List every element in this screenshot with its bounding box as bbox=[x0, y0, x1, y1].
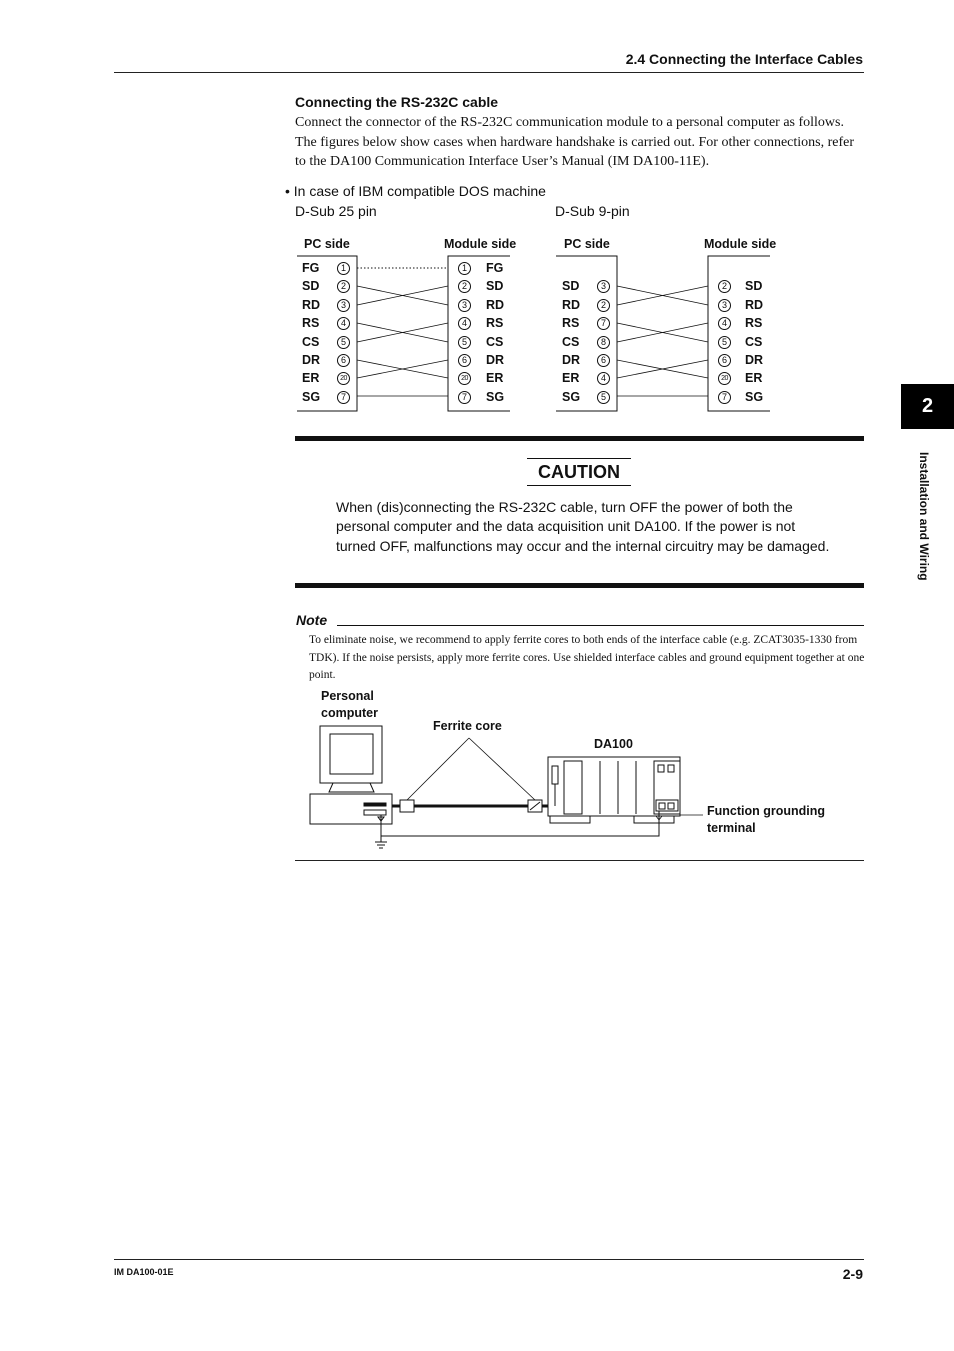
dsub9-pc-pin-number: 2 bbox=[597, 299, 610, 312]
section-body: Connect the connector of the RS-232C communication module to a personal computer as follows. The figures below show cases when hardware handshake is carried out. For other connections, refer to the DA100 Communication Interface User’s Manual (IM DA100-11E). bbox=[295, 115, 855, 169]
dsub9-pc-pin-label: DR bbox=[562, 353, 581, 367]
dsub9-module-pin-number: 7 bbox=[718, 391, 731, 404]
dsub25-pc-pin-number: 6 bbox=[337, 354, 350, 367]
dsub9-module-pin-label: ER bbox=[745, 371, 763, 385]
dsub25-module-pin-number: 2 bbox=[458, 280, 471, 293]
dsub25-pc-pin-number: 3 bbox=[337, 299, 350, 312]
label-ferrite-core: Ferrite core bbox=[433, 719, 502, 733]
dsub9-pc-pin-label: CS bbox=[562, 335, 580, 349]
dsub25-pc-pin-number: 1 bbox=[337, 262, 350, 275]
dsub25-module-pin-label: SD bbox=[486, 279, 504, 293]
dsub9-module-pin-number: 6 bbox=[718, 354, 731, 367]
bullet-ibm: • In case of IBM compatible DOS machine bbox=[285, 183, 546, 199]
dsub9-pc-pin-label: RS bbox=[562, 316, 580, 330]
note-title: Note bbox=[296, 612, 328, 628]
dsub9-module-side-heading: Module side bbox=[704, 237, 777, 251]
dsub9-pc-pin-number: 7 bbox=[597, 317, 610, 330]
monitor-icon bbox=[320, 726, 382, 792]
dsub9-pc-pin-number: 8 bbox=[597, 336, 610, 349]
dsub25-pc-pin-label: RS bbox=[302, 316, 320, 330]
dsub25-module-pin-number: 7 bbox=[458, 391, 471, 404]
label-da100: DA100 bbox=[594, 737, 633, 751]
label-personal-computer: Personal computer bbox=[321, 689, 378, 720]
dsub9-module-pin-number: 4 bbox=[718, 317, 731, 330]
dsub9-title: D-Sub 9-pin bbox=[555, 203, 630, 219]
label-function-grounding-terminal: Function grounding terminal bbox=[707, 804, 826, 835]
dsub25-pc-pin-label: CS bbox=[302, 335, 320, 349]
dsub25-pc-pin-label: RD bbox=[302, 298, 321, 312]
dsub25-module-pin-label: ER bbox=[486, 371, 504, 385]
dsub9-pc-pin-label: RD bbox=[562, 298, 581, 312]
dsub25-pc-pin-number: 5 bbox=[337, 336, 350, 349]
dsub9-module-pin-label: RS bbox=[745, 316, 763, 330]
chapter-title-vertical: Installation and Wiring bbox=[917, 452, 931, 581]
dsub25-module-pin-number: 20 bbox=[458, 372, 471, 385]
dsub9-module-pin-number: 5 bbox=[718, 336, 731, 349]
dsub25-module-pin-number: 5 bbox=[458, 336, 471, 349]
section-heading: Connecting the RS-232C cable bbox=[295, 94, 499, 110]
dsub9-module-pin-number: 2 bbox=[718, 280, 731, 293]
dsub9-pc-pin-label: ER bbox=[562, 371, 580, 385]
da100-unit-icon bbox=[548, 757, 680, 823]
chapter-tab: 2 bbox=[901, 384, 954, 429]
dsub25-module-pin-label: RS bbox=[486, 316, 504, 330]
dsub25-pc-pin-label: ER bbox=[302, 371, 320, 385]
running-header: 2.4 Connecting the Interface Cables bbox=[625, 51, 863, 67]
dsub9-pc-pin-number: 3 bbox=[597, 280, 610, 293]
dsub25-title: D-Sub 25 pin bbox=[295, 203, 377, 219]
dsub9-module-pin-number: 3 bbox=[718, 299, 731, 312]
ground-wire bbox=[381, 811, 659, 836]
dsub25-module-side-heading: Module side bbox=[444, 237, 517, 251]
dsub9-module-pin-label: SD bbox=[745, 279, 763, 293]
dsub25-pc-pin-label: SG bbox=[302, 390, 321, 404]
ferrite-core-left-icon bbox=[400, 800, 414, 812]
dsub9-pc-pin-number: 6 bbox=[597, 354, 610, 367]
dsub9-module-pin-number: 20 bbox=[718, 372, 731, 385]
dsub9-pc-pin-number: 4 bbox=[597, 372, 610, 385]
dsub25-module-pin-label: CS bbox=[486, 335, 504, 349]
dsub25-pc-side-heading: PC side bbox=[304, 237, 350, 251]
dsub25-pc-pin-number: 20 bbox=[337, 372, 350, 385]
dsub25-module-pin-label: DR bbox=[486, 353, 505, 367]
dsub9-pc-side-heading: PC side bbox=[564, 237, 610, 251]
dsub25-pc-pin-number: 2 bbox=[337, 280, 350, 293]
dsub9-module-pin-label: RD bbox=[745, 298, 764, 312]
doc-id: IM DA100-01E bbox=[114, 1267, 174, 1277]
ground-icon bbox=[375, 815, 387, 848]
note-text: To eliminate noise, we recommend to apply ferrite cores to both ends of the interface cable (e.g. ZCAT3035-1330 from TDK). If the noise persists, apply more ferrite cores. Use shielded interface cables and ground equipment together at one point. bbox=[309, 634, 865, 681]
dsub9-pc-pin-label: SD bbox=[562, 279, 580, 293]
dsub25-module-pin-number: 4 bbox=[458, 317, 471, 330]
figure-bottom-rule bbox=[295, 860, 864, 861]
dsub25-module-pin-number: 1 bbox=[458, 262, 471, 275]
dsub25-pc-pin-number: 4 bbox=[337, 317, 350, 330]
dsub25-module-pin-number: 3 bbox=[458, 299, 471, 312]
caution-text: When (dis)connecting the RS-232C cable, turn OFF the power of both the personal computer and the data acquisition unit DA100. If the power is not turned OFF, malfunctions may occur and the internal circuitry may be damaged. bbox=[336, 499, 830, 554]
dsub9-module-pin-label: DR bbox=[745, 353, 764, 367]
dsub25-pc-pin-label: FG bbox=[302, 261, 320, 275]
dsub25-module-pin-label: FG bbox=[486, 261, 504, 275]
dsub9-pc-pin-number: 5 bbox=[597, 391, 610, 404]
footer-rule bbox=[114, 1259, 864, 1260]
dsub9-module-pin-label: CS bbox=[745, 335, 763, 349]
dsub25-pc-pin-number: 7 bbox=[337, 391, 350, 404]
dsub25-module-pin-label: SG bbox=[486, 390, 505, 404]
page-number: 2-9 bbox=[842, 1266, 863, 1282]
dsub25-module-pin-label: RD bbox=[486, 298, 505, 312]
dsub25-module-pin-number: 6 bbox=[458, 354, 471, 367]
dsub25-pc-pin-label: SD bbox=[302, 279, 320, 293]
dsub25-pc-pin-label: DR bbox=[302, 353, 321, 367]
dsub9-pc-pin-label: SG bbox=[562, 390, 581, 404]
caution-title: CAUTION bbox=[527, 458, 631, 486]
dsub9-module-pin-label: SG bbox=[745, 390, 764, 404]
